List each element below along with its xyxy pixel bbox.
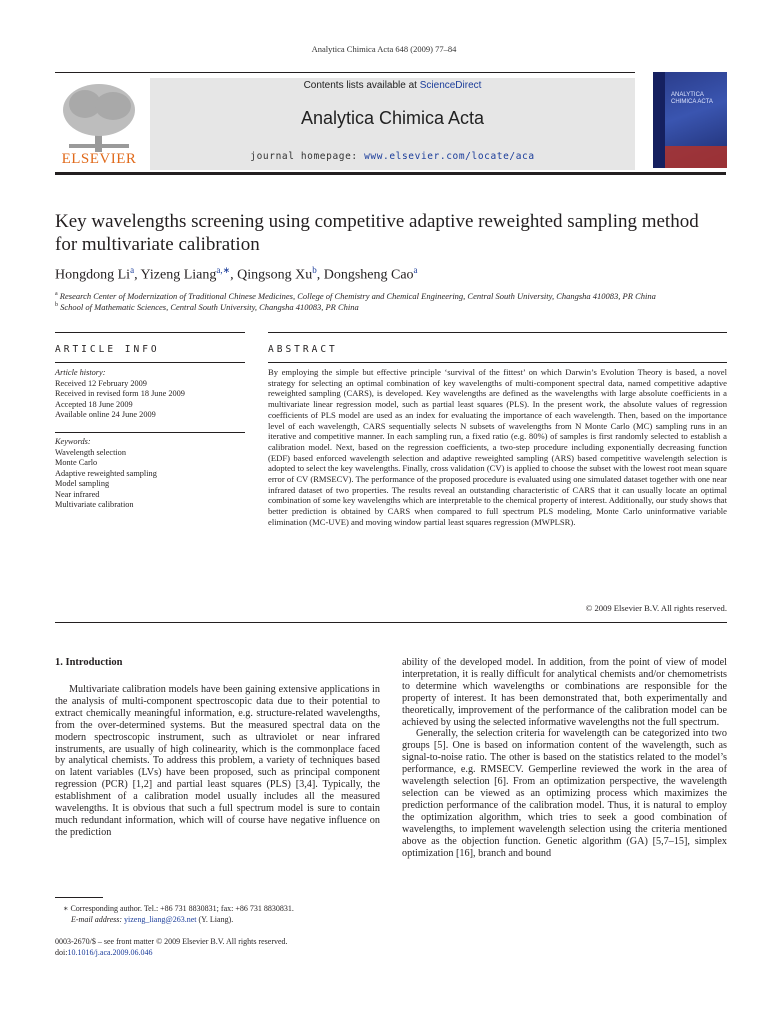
keyword: Wavelength selection bbox=[55, 447, 126, 457]
issn-line: 0003-2670/$ – see front matter © 2009 Elsevier B.V. All rights reserved. bbox=[55, 937, 288, 946]
homepage-link[interactable]: www.elsevier.com/locate/aca bbox=[364, 151, 535, 162]
doi-prefix: doi: bbox=[55, 947, 68, 957]
corresponding-author-note bbox=[55, 904, 380, 925]
article-info-rule bbox=[55, 332, 245, 333]
keyword: Adaptive reweighted sampling bbox=[55, 468, 157, 478]
homepage-prefix: journal homepage: bbox=[250, 151, 365, 162]
affiliation-text: Research Center of Modernization of Traditional Chinese Medicines, College of Chemistry and Chemical Engineering, Central South University, Changsha 410083, PR China bbox=[59, 291, 656, 301]
corresponding-author-line: ∗ Corresponding author. Tel.: +86 731 8830831; fax: +86 731 8830831. bbox=[63, 904, 294, 913]
author-affil-mark[interactable]: a bbox=[413, 265, 418, 275]
author-affil-mark[interactable]: a bbox=[130, 265, 135, 275]
keywords-rule bbox=[55, 432, 245, 433]
author-separator: , bbox=[316, 267, 324, 283]
abstract-text: By employing the simple but effective principle ‘survival of the fittest’ on which Darwin’s Evolution Theory is based, a novel strategy for selecting an optimal combination of key wavelengths of multi-component spectral data, named competitive adaptive reweighted sampling (CARS), is developed. Key wavelengths are defined as the wavelengths with large absolute coefficients in a multivariate linear regression model, such as partial least squares (PLS). In the present work, the absolute values of regression coefficients of PLS model are used as an index for evaluating the importance of each wavelength. Then, based on the importance level of each wavelength, CARS sequentially selects N subsets of wavelengths from N Monte Carlo (MC) sampling runs in an iterative and competitive manner. In each sampling run, a fixed ratio (e.g. 80%) of samples is first randomly selected to establish a calibration model. Next, based on the regression coefficients, a two-step procedure including exponentially decreasing function (EDF) based enforced wavelength selection and adaptive reweighted sampling (ARS) based competitive wavelength selection is adopted to select the key wavelengths. Finally, cross validation (CV) is applied to choose the subset with the lowest root mean square error of CV (RMSECV). The performance of the proposed procedure is evaluated using one simulated dataset together with one near infrared dataset of two properties. The results reveal an outstanding characteristic of CARS that it can usually locate an optimal combination of some key wavelengths which are interpretable to the chemical property of interest. Additionally, our study shows that better prediction is obtained by CARS when compared to full spectrum PLS modeling, Monte Carlo uninformative variable elimination (MC-UVE) and moving window partial least squares regression (MWPLSR). bbox=[268, 367, 727, 527]
article-info-heading: ARTICLE INFO bbox=[55, 344, 160, 355]
cover-title bbox=[671, 92, 713, 106]
author-affil-mark[interactable]: a,∗ bbox=[216, 265, 231, 275]
abstract-bottom-rule bbox=[55, 622, 727, 623]
keyword: Monte Carlo bbox=[55, 458, 98, 467]
email-link[interactable]: yizeng_liang@263.net bbox=[124, 914, 197, 924]
contents-prefix: Contents lists available at bbox=[303, 80, 420, 91]
affiliation-b bbox=[55, 302, 725, 312]
author-affil-mark[interactable]: b bbox=[312, 265, 317, 275]
body-paragraph: ability of the developed model. In addition, from the point of view of model interpretation, it is really difficult for analytical chemists and/or chemometrists to determine which wavelengths or combinations are responsible for the property of interest. It has been demonstrated that, both experimentally and theoretically, improvement of the performance of the calibration model can be achieved by using the selected informative wavelengths not the full spectrum. bbox=[402, 657, 727, 728]
cover-title-line2: CHIMICA ACTA bbox=[671, 99, 713, 105]
abstract-rule bbox=[268, 332, 727, 333]
history-item: Accepted 18 June 2009 bbox=[55, 399, 133, 409]
affiliation-text: School of Mathematic Sciences, Central South University, Changsha 410083, PR China bbox=[60, 302, 359, 312]
doi-link[interactable]: 10.1016/j.aca.2009.06.046 bbox=[67, 947, 153, 957]
abstract-rule-2 bbox=[268, 362, 727, 363]
sciencedirect-link[interactable]: ScienceDirect bbox=[419, 80, 482, 91]
author-separator: , bbox=[134, 267, 141, 283]
affiliation-mark: b bbox=[55, 302, 58, 309]
header-rule-bottom bbox=[55, 172, 726, 175]
doi-line bbox=[55, 948, 380, 959]
running-head: Analytica Chimica Acta 648 (2009) 77–84 bbox=[311, 44, 457, 54]
abstract-heading: ABSTRACT bbox=[268, 344, 338, 355]
footnote-rule bbox=[55, 897, 103, 898]
history-label: Article history: bbox=[55, 368, 106, 377]
body-paragraph: Multivariate calibration models have been gaining extensive applications in the analysis of multi-component spectroscopic data due to their potential to extract chemically meaningful information, e.g. structure-related wavelengths, from the over-determined systems. But the measured spectral data on the modern spectroscopic instrument, such as ultraviolet or near infrared instruments, are usually of high colinearity, which is the commonplace faced by analytical chemists. To address this problem, a variety of techniques based on latent variables (LVs) have been proposed, such as principal component regression (PCR) [1,2] and partial least squares (PLS) [3,4]. Typically, the establishment of a calibration model usually includes all the measured wavelengths. It is obvious that such a full spectrum model is sure to contain much redundant information, which will of course have negative influence on the prediction bbox=[55, 684, 380, 838]
email-suffix: (Y. Liang). bbox=[196, 914, 234, 924]
keyword: Near infrared bbox=[55, 489, 100, 499]
article-history bbox=[55, 368, 245, 421]
elsevier-wordmark: ELSEVIER bbox=[61, 151, 137, 167]
front-matter-note bbox=[55, 937, 380, 958]
author-separator: , bbox=[230, 267, 238, 283]
cover-strip bbox=[665, 146, 727, 168]
cover-title-line1: ANALYTICA bbox=[671, 92, 704, 98]
homepage-line bbox=[150, 151, 635, 162]
email-line bbox=[55, 915, 380, 926]
journal-cover-thumbnail[interactable] bbox=[653, 72, 727, 168]
article-title: Key wavelengths screening using competitive adaptive reweighted sampling method for multivariate calibration bbox=[55, 211, 699, 255]
article-info-rule-2 bbox=[55, 362, 245, 363]
history-item: Received 12 February 2009 bbox=[55, 378, 147, 388]
keyword: Multivariate calibration bbox=[55, 500, 134, 509]
author-name[interactable]: Yizeng Liang bbox=[140, 267, 217, 283]
author-name[interactable]: Dongsheng Cao bbox=[323, 267, 414, 283]
email-label: E-mail address: bbox=[71, 914, 125, 924]
affiliation-mark: a bbox=[55, 291, 58, 298]
history-item: Available online 24 June 2009 bbox=[55, 410, 156, 419]
keyword: Model sampling bbox=[55, 479, 110, 488]
author-list bbox=[55, 265, 725, 284]
keywords bbox=[55, 437, 245, 511]
author-name[interactable]: Qingsong Xu bbox=[237, 267, 313, 283]
cover-band bbox=[653, 72, 665, 168]
journal-title: Analytica Chimica Acta bbox=[300, 108, 485, 128]
abstract-copyright: © 2009 Elsevier B.V. All rights reserved. bbox=[585, 603, 727, 613]
contents-line bbox=[150, 80, 635, 91]
body-column-right bbox=[402, 657, 727, 859]
history-item: Received in revised form 18 June 2009 bbox=[55, 389, 185, 398]
section-heading-introduction: 1. Introduction bbox=[55, 657, 123, 668]
keywords-label: Keywords: bbox=[55, 437, 91, 446]
body-paragraph: Generally, the selection criteria for wavelength can be categorized into two groups [5]. One is based on information content of the wavelength, such as signal-to-noise ratio. The other is based on the statistics related to the model’s performance, e.g. RMSECV. Gemperline reviewed the work in the area of wavelength selection [6]. From an optimization perspective, the wavelength selection can be viewed as an optimizing process which maximizes the prediction performance of the calibration model. Thus, it is natural to employ the optimization algorithm, which tries to seek a good combination of wavelengths, to implement wavelength selection using the criteria mentioned above as the objection function. Genetic algorithm (GA) [5,7–15], simplex optimization [16], branch and bound bbox=[402, 728, 727, 859]
author-name[interactable]: Hongdong Li bbox=[55, 267, 131, 283]
body-column-left bbox=[55, 684, 380, 839]
header-rule-top bbox=[55, 72, 635, 73]
affiliation-a bbox=[55, 291, 725, 301]
